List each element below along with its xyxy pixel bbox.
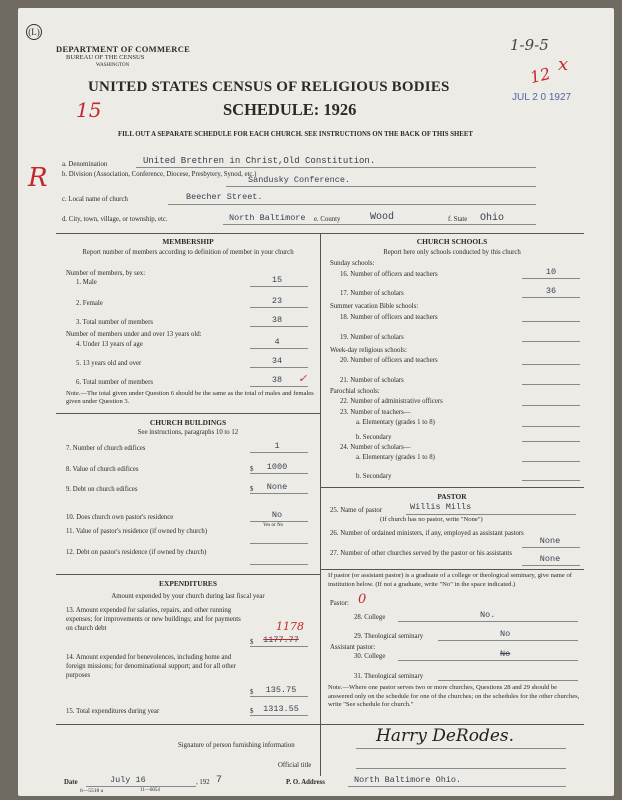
q4-label: 4. Under 13 years of age: [76, 341, 143, 348]
q25-note: (If church has no pastor, write "None"): [380, 516, 483, 523]
census-schedule-sheet: [18, 8, 614, 796]
q8-dollar: $: [250, 466, 254, 473]
po-address-label: P. O. Address: [286, 779, 325, 786]
members-by-sex: Number of members, by sex:: [66, 270, 146, 277]
q1-value: 15: [271, 275, 283, 285]
expenditures-subtitle: Amount expended by your church during last fiscal year: [111, 593, 265, 600]
state-label: f. State: [448, 216, 468, 223]
q5-label: 5. 13 years old and over: [76, 360, 142, 367]
buildings-title: CHURCH BUILDINGS: [149, 418, 227, 427]
q10-value: No: [271, 510, 283, 520]
q12-label: 12. Debt on pastor's residence (if owned by church): [66, 549, 207, 556]
q27-label: 27. Number of other churches served by the pastor or his assistants: [330, 550, 512, 557]
q28-value: No.: [480, 610, 496, 620]
q23-label: 23. Number of teachers—: [340, 409, 411, 416]
print-number: 11—6054: [140, 788, 160, 793]
q15-label: 15. Total expenditures during year: [66, 708, 160, 715]
under-over-label: Number of members under and over 13 years old:: [66, 331, 202, 338]
date-label: Date: [64, 779, 78, 786]
received-stamp: JUL 2 0 1927: [512, 92, 572, 103]
q26-value: None: [539, 536, 561, 546]
instruction-line: FILL OUT A SEPARATE SCHEDULE FOR EACH CHURCH. SEE INSTRUCTIONS ON THE BACK OF THIS SHEET: [118, 131, 473, 138]
q2-label: 2. Female: [76, 300, 103, 307]
q24-label: 24. Number of scholars—: [340, 444, 411, 451]
official-title-label: Official title: [278, 762, 312, 769]
signature-value: Harry DeRodes.: [376, 726, 515, 746]
yes-no-hint: Yes or No: [263, 523, 284, 528]
q11-label: 11. Value of pastor's residence (if owned by church): [66, 528, 208, 535]
division-label: b. Division (Association, Conference, Diocese, Presbytery, Synod, etc.): [62, 171, 257, 178]
denomination-label: a. Denomination: [62, 161, 108, 168]
year-digit: 7: [216, 775, 223, 786]
q20-label: 20. Number of officers and teachers: [340, 357, 438, 364]
q16-value: 10: [545, 267, 557, 277]
corner-mark: (L): [26, 24, 42, 40]
city-label: d. City, town, village, or township, etc.: [62, 216, 168, 223]
handwritten-letter-r: R: [28, 163, 48, 193]
q9-value: None: [266, 482, 288, 492]
document-title: UNITED STATES CENSUS OF RELIGIOUS BODIES: [88, 79, 450, 95]
expenditures-title: EXPENDITURES: [159, 579, 217, 588]
year-prefix: , 192: [196, 779, 210, 786]
membership-note: Note.—The total given under Question 6 should be the same as the total of males and females given under Question 3.: [66, 390, 314, 405]
department-name: DEPARTMENT OF COMMERCE: [56, 44, 191, 54]
q21-label: 21. Number of scholars: [340, 377, 404, 384]
weekday-schools-label: Week-day religious schools:: [330, 347, 407, 354]
division-value: Sandusky Conference.: [248, 175, 351, 185]
q17-label: 17. Number of scholars: [340, 290, 404, 297]
city-value: North Baltimore: [229, 213, 306, 223]
q23a-label: a. Elementary (grades 1 to 8): [356, 419, 435, 426]
handwritten-code: 1-9-5: [510, 36, 549, 54]
q14-dollar: $: [250, 689, 254, 696]
q29-label: 29. Theological seminary: [354, 633, 424, 640]
pastor-note: Note.—Where one pastor serves two or more churches, Questions 28 and 29 should be answered only on the schedule for one of the churches; on the schedules for the other churches, write "See schedule for church.": [328, 684, 580, 708]
q25-value: Willis Mills: [410, 502, 472, 512]
local-name-label: c. Local name of church: [62, 196, 128, 203]
q13-dollar: $: [250, 639, 254, 646]
q22-label: 22. Number of administrative officers: [340, 398, 443, 405]
local-name-value: Beecher Street.: [186, 192, 263, 202]
q9-label: 9. Debt on church edifices: [66, 486, 138, 493]
q10-label: 10. Does church own pastor's residence: [66, 514, 174, 521]
q6-label: 6. Total number of members: [76, 379, 153, 386]
handwritten-number-left: 15: [76, 98, 102, 122]
q24b-label: b. Secondary: [356, 473, 392, 480]
form-number: 6—5518 a: [80, 788, 104, 794]
q13-value: 1177.77: [263, 635, 299, 645]
schools-title: CHURCH SCHOOLS: [416, 237, 488, 246]
denomination-value: United Brethren in Christ,Old Constitution.: [143, 156, 376, 166]
pastor-zero-mark: 0: [358, 592, 367, 607]
graduate-note: If pastor (or assistant pastor) is a graduate of a college or theological seminary, give name of institution below. (If not a graduate, write "No" in the space indicated.): [328, 572, 573, 588]
q15-dollar: $: [250, 708, 254, 715]
q25-label: 25. Name of pastor: [330, 507, 383, 514]
q17-value: 36: [545, 286, 557, 296]
q2-value: 23: [271, 296, 283, 306]
buildings-subtitle: See instructions, paragraphs 10 to 12: [137, 429, 239, 436]
q28-label: 28. College: [354, 614, 386, 621]
corrected-amount: 1178: [276, 620, 304, 633]
q16-label: 16. Number of officers and teachers: [340, 271, 438, 278]
membership-title: MEMBERSHIP: [162, 237, 214, 246]
q30-label: 30. College: [354, 653, 386, 660]
schools-subtitle: Report here only schools conducted by this church: [383, 249, 521, 256]
membership-subtitle: Report number of members according to definition of member in your church: [82, 249, 294, 256]
handwritten-x-mark: x: [558, 54, 569, 75]
bureau-name: BUREAU OF THE CENSUS: [66, 54, 145, 61]
schedule-title: SCHEDULE: 1926: [223, 100, 357, 119]
q18-label: 18. Number of officers and teachers: [340, 314, 438, 321]
assistant-sub-label: Assistant pastor:: [330, 644, 376, 651]
q6-value: 38: [271, 375, 283, 385]
county-label: e. County: [314, 216, 341, 223]
summer-schools-label: Summer vacation Bible schools:: [330, 303, 419, 310]
q7-label: 7. Number of church edifices: [66, 445, 146, 452]
q24a-label: a. Elementary (grades 1 to 8): [356, 454, 435, 461]
q8-label: 8. Value of church edifices: [66, 466, 139, 473]
q19-label: 19. Number of scholars: [340, 334, 404, 341]
q5-value: 34: [271, 356, 283, 366]
q7-value: 1: [274, 441, 280, 451]
sunday-schools-label: Sunday schools:: [330, 260, 375, 267]
q13-label: 13. Amount expended for salaries, repairs, and other running expenses; for improvements or new buildings; and for payments on church debt: [66, 607, 241, 632]
q23b-label: b. Secondary: [356, 434, 392, 441]
q3-value: 38: [271, 315, 283, 325]
county-value: Wood: [370, 212, 395, 223]
q30-value: No: [500, 649, 511, 659]
q29-value: No: [500, 629, 511, 639]
q8-value: 1000: [266, 462, 288, 472]
q14-label: 14. Amount expended for benevolences, including home and foreign missions; for denominational support; and for all other purposes: [66, 654, 236, 679]
date-value: July 16: [110, 775, 146, 785]
po-address-value: North Baltimore Ohio.: [354, 775, 462, 785]
q27-value: None: [539, 554, 561, 564]
q4-value: 4: [274, 337, 280, 347]
q1-label: 1. Male: [76, 279, 97, 286]
q9-dollar: $: [250, 486, 254, 493]
q26-label: 26. Number of ordained ministers, if any, employed as assistant pastors: [330, 530, 524, 537]
parochial-schools-label: Parochial schools:: [330, 388, 380, 395]
q15-value: 1313.55: [263, 704, 299, 714]
q3-label: 3. Total number of members: [76, 319, 153, 326]
pastor-title: PASTOR: [437, 492, 467, 501]
check-mark: ✓: [298, 372, 308, 385]
q31-label: 31. Theological seminary: [354, 673, 424, 680]
handwritten-number-right: 12: [528, 63, 553, 88]
bureau-city: WASHINGTON: [96, 63, 130, 68]
state-value: Ohio: [480, 213, 505, 224]
pastor-sub-label: Pastor:: [330, 600, 349, 607]
signature-label: Signature of person furnishing information: [178, 742, 295, 749]
q14-value: 135.75: [265, 685, 297, 695]
